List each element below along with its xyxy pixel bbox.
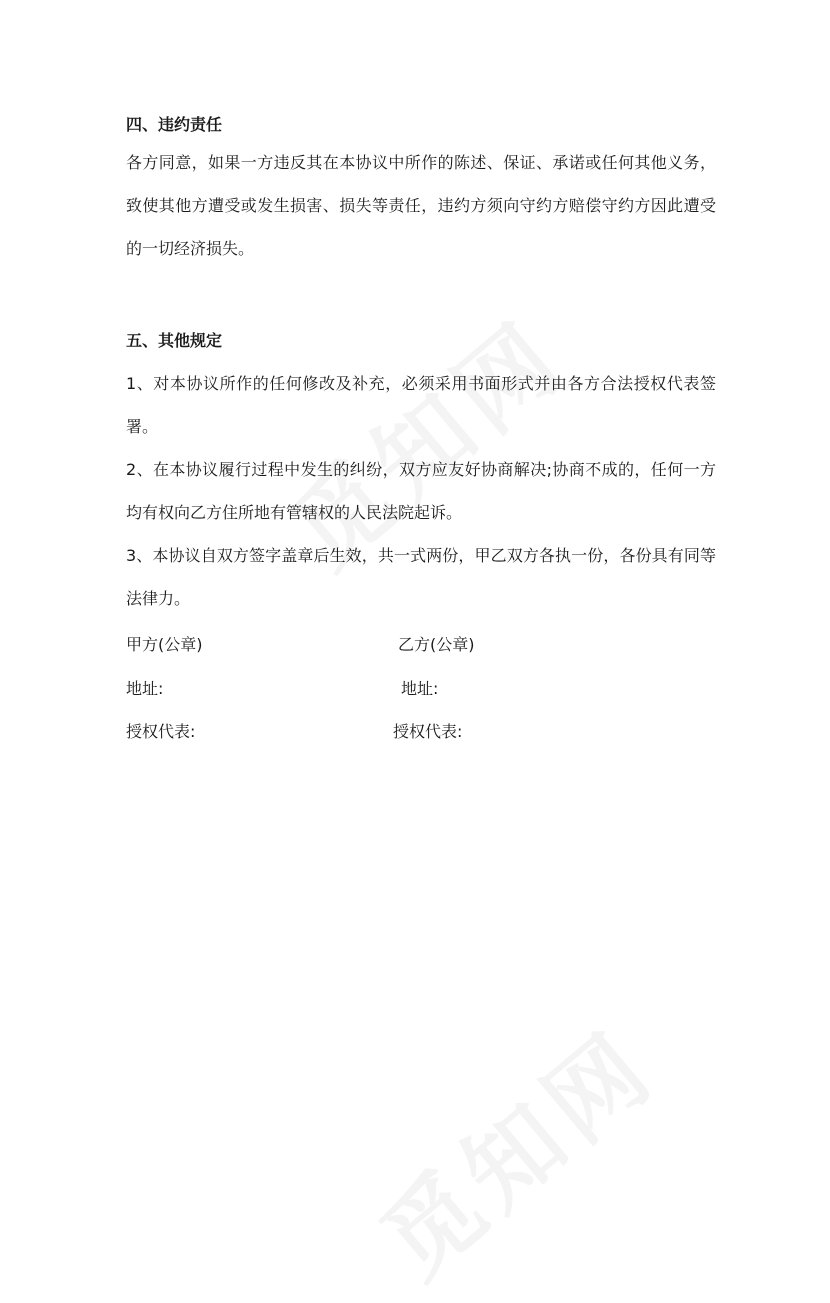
clause-item-2: 2、在本协议履行过程中发生的纠纷，双方应友好协商解决;协商不成的，任何一方均有权向乙方住所地有管辖权的人民法院起诉。 — [126, 460, 716, 522]
party-a-seal-label: 甲方(公章) — [126, 635, 203, 654]
party-a-representative-label: 授权代表: — [126, 722, 196, 741]
clause-item-3: 3、本协议自双方签字盖章后生效，共一式两份，甲乙双方各执一份，各份具有同等法律力。 — [126, 546, 716, 608]
section-heading-other: 五、其他规定 — [126, 331, 223, 350]
party-a-address-label: 地址: — [126, 679, 164, 698]
section-heading-breach: 四、违约责任 — [126, 115, 223, 134]
party-b-representative-label: 授权代表: — [393, 722, 463, 741]
party-b-address-label: 地址: — [401, 679, 439, 698]
clause-item-1: 1、对本协议所作的任何修改及补充，必须采用书面形式并由各方合法授权代表签署。 — [126, 374, 716, 436]
section-paragraph-breach: 各方同意，如果一方违反其在本协议中所作的陈述、保证、承诺或任何其他义务，致使其他方遭受或发生损害、损失等责任，违约方须向守约方赔偿守约方因此遭受的一切经济损失。 — [126, 153, 716, 258]
watermark — [348, 994, 680, 1303]
party-b-seal-label: 乙方(公章) — [398, 635, 475, 654]
